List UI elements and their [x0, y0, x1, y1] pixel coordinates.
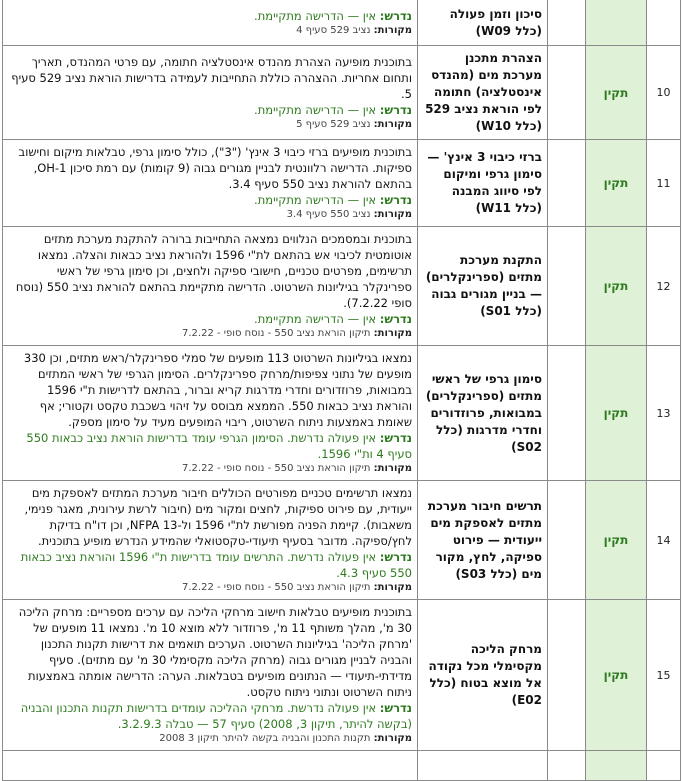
- finding-cell: [3, 140, 418, 227]
- requirement-cell: סיכון וזמן פעולה (כלל W09): [418, 0, 548, 46]
- status-badge: [586, 751, 647, 781]
- sources-note: מקורות: נציב 550 סעיף 3.4: [286, 209, 412, 220]
- status-badge: תקין: [586, 140, 647, 227]
- row-number: 14: [647, 481, 681, 600]
- finding-text: בתוכנית מופיעים טבלאות חישוב מרחקי הליכה עם ערכים מספריים: מרחק הליכה 30 מ', מהלך משותף 11 מ', פרוזדור ללא מוצא 10 מ'. נמצאו 11 מופעים של 'מרחק הליכה' בגיליונות השרטוט. הערכים תואמים את דרישות תקנות התכנון והבניה לבניין מגורים גבוה (מרחק הליכה מקסימלי 30 מ' עם מתזים). סעיף מדידתי-תיעודי — הנתונים מופיעים בטבלאות. הערה: הדרישה אומתה באמצעות ניתוח השרטוט ונתוני ניתוח טקסט.: [18, 605, 412, 699]
- requirement-cell: ברזי כיבוי 3 אינץ' — סימון גרפי ומיקום לפי סיווג המבנה (כלל W11): [418, 140, 548, 227]
- required-note: נדרש: אין פעולה נדרשת. מרחקי ההליכה עומדים בדרישות תקנות התכנון והבניה (בקשה להיתר, תיקון 3, 2008) סעיף 57 — טבלה 3.2.9.3.: [20, 701, 412, 731]
- finding-cell: [3, 227, 418, 346]
- finding-text: נמצאו תרשימים טכניים מפורטים הכוללים חיבור מערכת המתזים לאספקת מים ייעודית, עם פירוט ספיקות, לחצים ומקור מים (חיבור לרשת עירונית, מאגר פנימי, משאבות). קיימת הפניה מפורשת לת"י 1596 ול-NFPA 13, וכן דו"ח בדיקת לחץ/ספיקה. מדובר בסעיף תיעודי-טקסטואלי שהמידע הנדרש מופיע בתוכנית.: [24, 486, 412, 548]
- finding-text: בתוכנית מופיעה הצהרת מהנדס אינסטלציה חתומה, עם פרטי המהנדס, תאריך ותחום אחריות. ההצהרה כוללת התחייבות לעמידה בדרישות הוראת נציב 529 סעיף 5.: [11, 54, 412, 101]
- status-badge: תקין: [586, 600, 647, 751]
- finding-text: נמצאו בגיליונות השרטוט 113 מופעים של סמלי ספרינקלר/ראש מתזים, וכן 330 מופעים של נתוני צפיפות/מרחק ספרינקלרים. הסימון הגרפי של ראשי המתזים במבואות, פרוזדורים וחדרי מדרגות קריא וברור, בהתאם לדרישות ת"י 1596 והוראת נציב כבאות 550. הממצא מבוסס על זיהוי בשכבת טקסט וקטורי; אף שאומת באמצעות ניתוח השרטוט, ריבוי המופעים מעיד על סימון מספק.: [23, 351, 412, 429]
- empty-cell: [548, 227, 586, 346]
- finding-cell: [3, 346, 418, 481]
- empty-cell: [548, 0, 586, 46]
- finding-text: בתוכנית מופיעים ברזי כיבוי 3 אינץ' ("3"), כולל סימון גרפי, טבלאות מיקום וחישוב ספיקות. הדרישה רלוונטית לבניין מגורים גבוה (9 קומות) עם רמת סיכון OH-1, בהתאם להוראת נציב 550 סעיף 3.4.: [18, 145, 412, 191]
- finding-cell: [3, 481, 418, 600]
- status-badge: תקין: [586, 346, 647, 481]
- table-row: [3, 346, 681, 481]
- row-number: 15: [647, 600, 681, 751]
- table-row: [3, 600, 681, 751]
- requirement-cell: הצהרת מתכנן מערכת מים (מהנדס אינסטלציה) חתומה לפי הוראת נציב 529 (כלל W10): [418, 46, 548, 140]
- table-row: [3, 751, 681, 781]
- status-badge: תקין: [586, 46, 647, 140]
- row-number: 10: [647, 46, 681, 140]
- row-number: 11: [647, 140, 681, 227]
- table-row: [3, 46, 681, 140]
- empty-cell: [548, 346, 586, 481]
- required-note: נדרש: אין פעולה נדרשת. התרשים עומד בדרישות ת"י 1596 והוראת נציב כבאות 550 סעיף 4.3.: [20, 550, 412, 580]
- required-note: נדרש: אין — הדרישה מתקיימת.: [254, 8, 412, 23]
- finding-cell: [3, 751, 418, 781]
- finding-cell: [3, 46, 418, 140]
- empty-cell: [548, 481, 586, 600]
- requirement-cell: התקנת מערכת מתזים (ספרינקלרים) — בניין מגורים גבוה (כלל S01): [418, 227, 548, 346]
- row-number: [647, 0, 681, 46]
- sources-note: מקורות: תיקון הוראת נציב 550 - נוסח סופי - 7.2.22: [182, 328, 412, 339]
- status-badge: תקין: [586, 227, 647, 346]
- required-note: נדרש: אין פעולה נדרשת. הסימון הגרפי עומד בדרישות הוראת נציב כבאות 550 סעיף 4 ות"י 1596.: [26, 431, 412, 461]
- sources-note: מקורות: תיקון הוראת נציב 550 - נוסח סופי - 7.2.22: [182, 463, 412, 474]
- required-note: נדרש: אין — הדרישה מתקיימת.: [254, 102, 412, 117]
- required-note: נדרש: אין — הדרישה מתקיימת.: [254, 312, 412, 326]
- table-row: [3, 140, 681, 227]
- sources-note: מקורות: תקנות התכנון והבניה בקשה להיתר תיקון 3 2008: [159, 733, 412, 744]
- status-badge: [586, 0, 647, 46]
- empty-cell: [548, 140, 586, 227]
- finding-text: בתוכנית ובמסמכים הנלווים נמצאה התחייבות ברורה להתקנת מערכת מתזים אוטומטית לכיבוי אש בהתאם לת"י 1596 ולהוראת נציב כבאות והצלה. נמצאו תרשימים, מפרטים טכניים, חישובי ספיקה ולחצים, וכן סימון גרפי של ראשי ספרינקלר בגיליונות השרטוט. הדרישה מתקיימת בהתאם להוראת נציב 550 (נוסח סופי 7.2.22).: [15, 232, 412, 310]
- empty-cell: [548, 600, 586, 751]
- row-number: 13: [647, 346, 681, 481]
- finding-cell: [3, 0, 418, 46]
- row-number: [647, 751, 681, 781]
- requirement-cell: תרשים חיבור מערכת מתזים לאספקת מים ייעודית — פירוט ספיקה, לחץ, מקור מים (כלל S03): [418, 481, 548, 600]
- empty-cell: [548, 46, 586, 140]
- status-badge: תקין: [586, 481, 647, 600]
- empty-cell: [548, 751, 586, 781]
- sources-note: מקורות: נציב 529 סעיף 5: [296, 118, 412, 130]
- sources-note: מקורות: נציב 529 סעיף 4: [296, 24, 412, 36]
- requirement-cell: מרחק הליכה מקסימלי מכל נקודה אל מוצא בטוח (כלל E02): [418, 600, 548, 751]
- requirement-cell: [418, 751, 548, 781]
- table-row: [3, 481, 681, 600]
- required-note: נדרש: אין — הדרישה מתקיימת.: [254, 193, 412, 207]
- table-row: [3, 227, 681, 346]
- finding-cell: [3, 600, 418, 751]
- row-number: 12: [647, 227, 681, 346]
- table-row: [3, 0, 681, 46]
- sources-note: מקורות: תיקון הוראת נציב 550 - נוסח סופי - 7.2.22: [182, 582, 412, 593]
- requirement-cell: סימון גרפי של ראשי מתזים (ספרינקלרים) במבואות, פרוזדורים וחדרי מדרגות (כלל S02): [418, 346, 548, 481]
- compliance-table: [2, 0, 681, 781]
